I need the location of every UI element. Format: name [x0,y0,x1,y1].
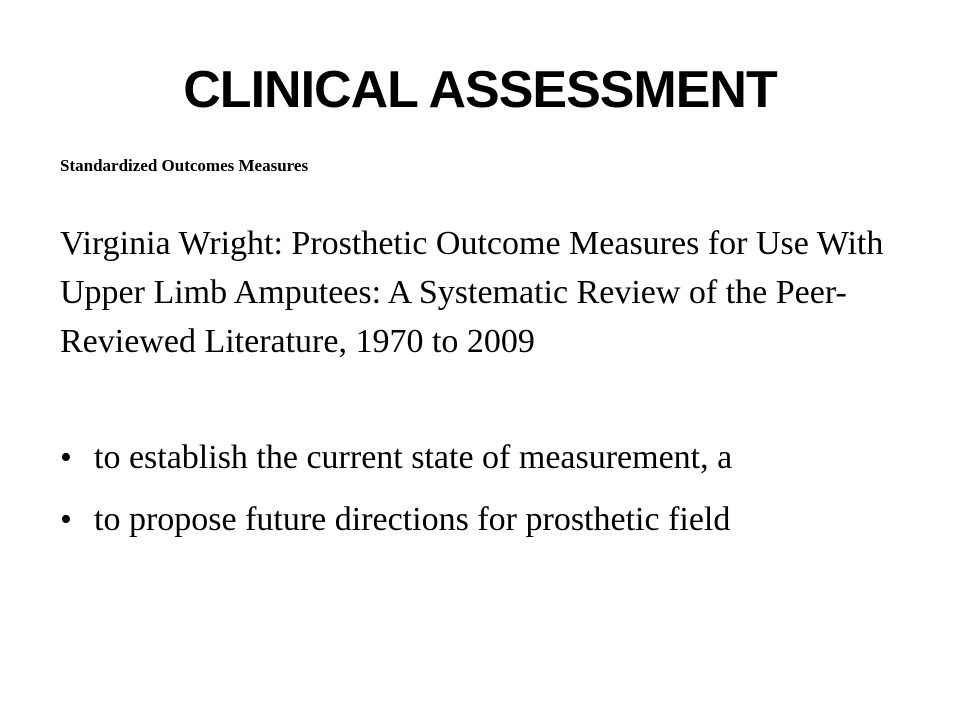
slide-title: CLINICAL ASSESSMENT [183,61,777,119]
bullet-dot-icon: • [60,501,72,538]
bullet-item [60,433,920,482]
slide-subtitle: Standardized Outcomes Measures [60,156,309,175]
bullet-text: to propose future directions for prosthetic field [94,501,731,538]
bullet-dot-icon: • [60,439,72,476]
bullet-list [60,433,920,557]
slide-body-text: Virginia Wright: Prosthetic Outcome Measures for Use With Upper Limb Amputees: A Systematic Review of the Peer-Reviewed Literature, 1970 to 2009 [60,225,884,360]
bullet-item [60,495,920,544]
bullet-text: to establish the current state of measurement, a [94,439,733,476]
